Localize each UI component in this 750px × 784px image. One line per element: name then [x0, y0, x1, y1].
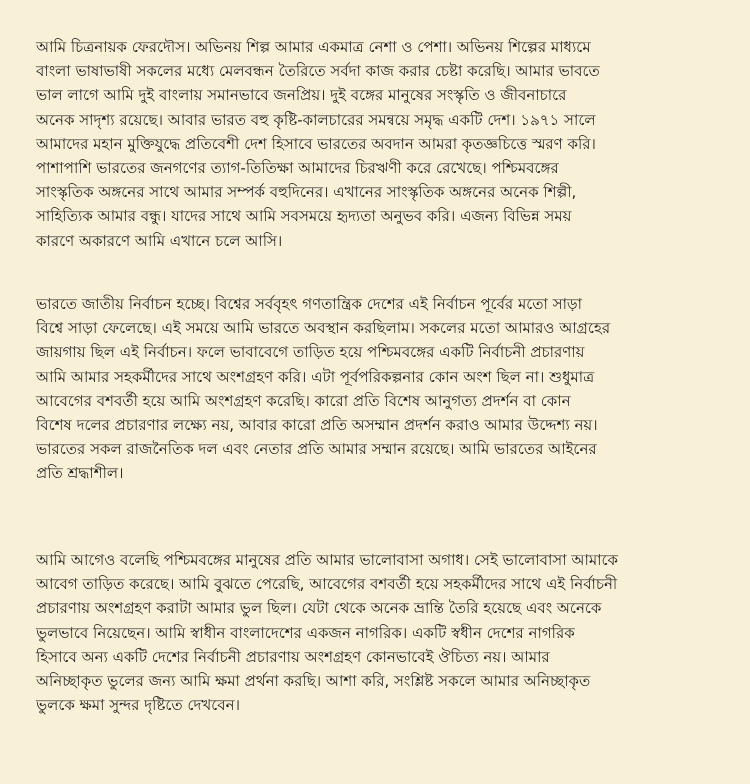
- text-line: প্রচারণায় অংশগ্রহণ করাটা আমার ভুল ছিল। যেটা থেকে অনেক ভ্রান্তি তৈরি হয়েছে এবং অনেকে: [36, 599, 602, 618]
- text-line: পাশাপাশি ভারতের জনগণের ত্যাগ-তিতিক্ষা আমাদের চিরঋণী করে রেখেছে। পশ্চিমবঙ্গের: [36, 159, 559, 178]
- text-line: হিসাবে অন্য একটি দেশের নির্বাচনী প্রচারণায় অংশগ্রহণ কোনভাবেই ঔচিত্য নয়। আমার: [36, 647, 550, 666]
- text-line: ভুলকে ক্ষমা সুন্দর দৃষ্টিতে দেখবেন।: [36, 696, 240, 715]
- paragraph-election: [36, 292, 720, 486]
- text-line: আমাদের মহান মুক্তিযুদ্ধে প্রতিবেশী দেশ হিসাবে ভারতের অবদান আমরা কৃতজ্ঞচিত্তে স্মরণ করি।: [36, 134, 596, 153]
- text-line: আবেগ তাড়িত করেছে। আমি বুঝতে পেরেছি, আবেগের বশবর্তী হয়ে সহকর্মীদের সাথে এই নির্বাচনী: [36, 575, 618, 594]
- text-line: সাহিত্যিক আমার বন্ধু। যাদের সাথে আমি সবসময়ে হৃদ্যতা অনুভব করি। এজন্য বিভিন্ন সময়: [36, 207, 572, 226]
- text-line: কারণে অকারণে আমি এখানে চলে আসি।: [36, 231, 283, 250]
- text-line: সাংস্কৃতিক অঙ্গনের সাথে আমার সম্পর্ক বহুদিনের। এখানের সাংস্কৃতিক অঙ্গনের অনেক শিল্পী,: [36, 183, 577, 202]
- text-line: অনেক সাদৃশ্য রয়েছে। আবার ভারত বহু কৃষ্টি-কালচারের সমন্বয়ে সমৃদ্ধ একটি দেশ। ১৯৭১ সালে: [36, 110, 596, 129]
- text-line: আমি আগেও বলেছি পশ্চিমবঙ্গের মানুষের প্রতি আমার ভালোবাসা অগাধ। সেই ভালোবাসা আমাকে: [36, 551, 619, 569]
- text-line: অনিচ্ছাকৃত ভুলের জন্য আমি ক্ষমা প্রর্থনা করছি। আশা করি, সংশ্লিষ্ট সকলে আমার অনিচ্ছাকৃত: [36, 672, 591, 691]
- text-line: জায়গায় ছিল এই নির্বাচন। ফলে ভাবাবেগে তাড়িত হয়ে পশ্চিমবঙ্গের একটি নির্বাচনী প্রচারণায়: [36, 343, 585, 362]
- text-line: বিশেষ দলের প্রচারণার লক্ষ্যে নয়, আবার কারো প্রতি অসম্মান প্রদর্শন করাও আমার উদ্দেশ্য নয়।: [36, 416, 598, 435]
- text-line: ভারতে জাতীয় নির্বাচন হচ্ছে। বিশ্বের সর্ববৃহৎ গণতান্ত্রিক দেশের এই নির্বাচন পূর্বের মতো সাড়া: [36, 295, 582, 313]
- text-line: ভারতের সকল রাজনৈতিক দল এবং নেতার প্রতি আমার সম্মান রয়েছে। আমি ভারতের আইনের: [36, 440, 597, 459]
- text-line: বাংলা ভাষাভাষী সকলের মধ্যে মেলবন্ধন তৈরিতে সর্বদা কাজ করার চেষ্টা করেছি। আমার ভাবতে: [36, 62, 600, 81]
- text-line: ভুলভাবে নিয়েছেন। আমি স্বাধীন বাংলাদেশের একজন নাগরিক। একটি স্বধীন দেশের নাগরিক: [36, 623, 575, 642]
- text-line: প্রতি শ্রদ্ধাশীল।: [36, 464, 124, 483]
- paragraph-apology: [36, 548, 720, 717]
- text-line: বিশ্বে সাড়া ফেলেছে। এই সময়ে আমি ভারতে অবস্থান করছিলাম। সকলের মতো আমারও আগ্রহের: [36, 319, 611, 338]
- paragraph-introduction: [36, 35, 720, 253]
- text-line: আমি আমার সহকর্মীদের সাথে অংশগ্রহণ করি। এটা পূর্বপরিকল্পনার কোন অংশ ছিল না। শুধুমাত্র: [36, 367, 595, 386]
- text-line: ভাল লাগে আমি দুই বাংলায় সমানভাবে জনপ্রিয়। দুই বঙ্গের মানুষের সংস্কৃতি ও জীবনাচারে: [36, 86, 567, 105]
- text-line: আবেগের বশবর্তী হয়ে আমি অংশগ্রহণ করেছি। কারো প্রতি বিশেষ আনুগত্য প্রদর্শন বা কোন: [36, 391, 571, 410]
- text-line: আমি চিত্রনায়ক ফেরদৌস। অভিনয় শিল্প আমার একমাত্র নেশা ও পেশা। অভিনয় শিল্পের মাধ্যমে: [36, 38, 591, 56]
